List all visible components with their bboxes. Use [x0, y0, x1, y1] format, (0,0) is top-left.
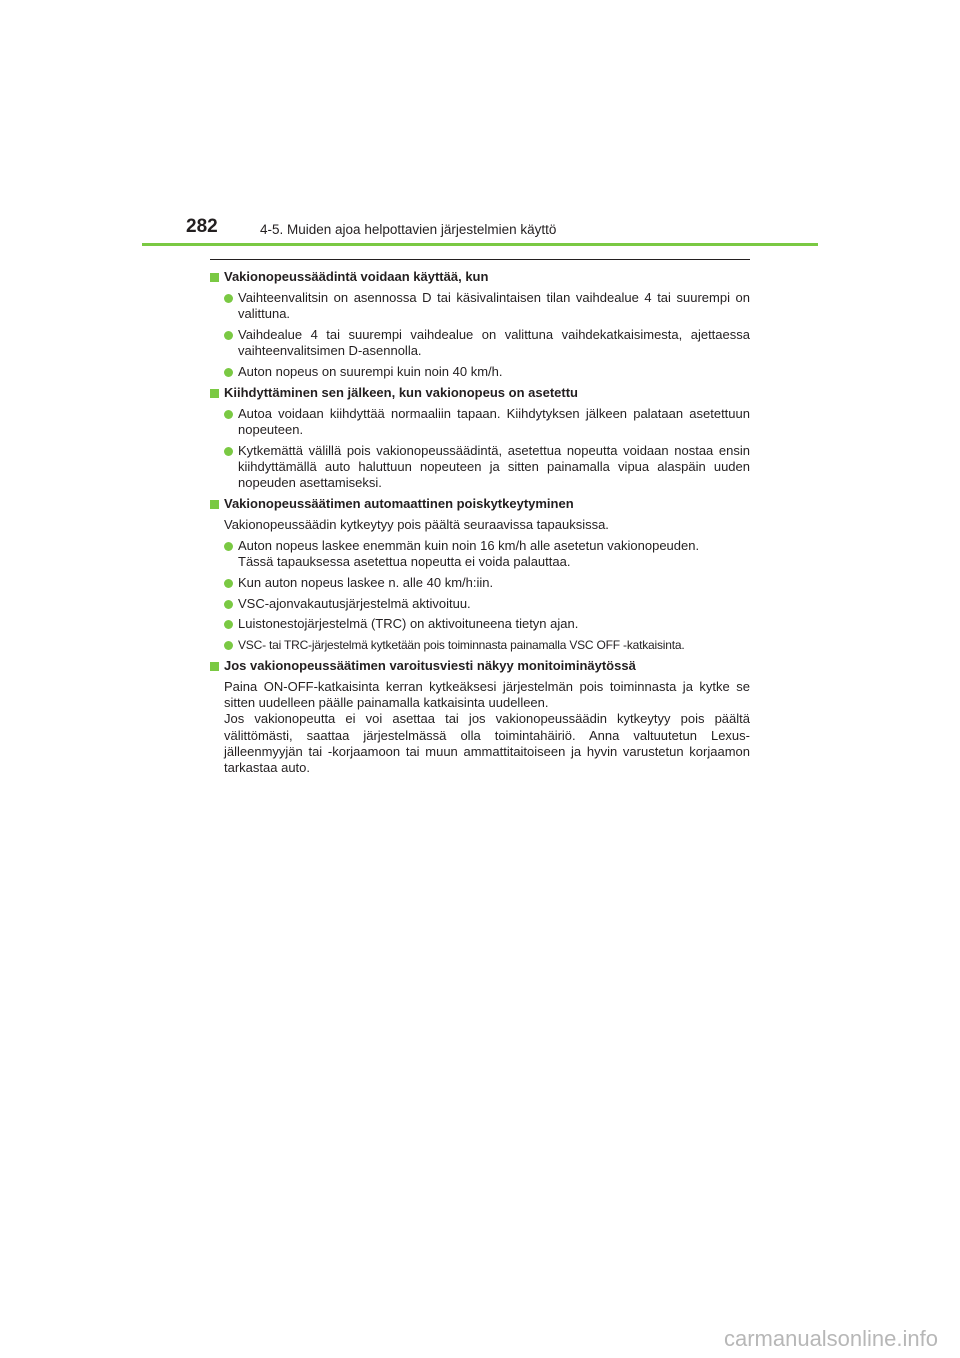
list-item: Kun auton nopeus laskee n. alle 40 km/h:iin. [210, 575, 750, 591]
section-heading: Vakionopeussäätimen automaattinen poiskytkeytyminen [210, 496, 750, 512]
dot-bullet-icon [224, 410, 233, 419]
section-paragraph: Jos vakionopeutta ei voi asettaa tai jos vakionopeussäädin kytkeytyy pois päältä välittömästi, saattaa järjestelmässä olla toimintahäiriö. Anna valtuutetun Lexus-jälleenmyyjän tai -korjaamoon tai muun ammattitaitoiseen ja hyvin varustetun korjaamon tarkastaa auto. [224, 711, 750, 776]
list-item: Kytkemättä välillä pois vakionopeussäädintä, asetettua nopeutta voidaan nostaa ensin kiihdyttämällä auto haluttuun nopeuteen ja sitten painamalla vipua alaspäin uuden nopeuden asettamiseksi. [210, 443, 750, 492]
list-item: VSC- tai TRC-järjestelmä kytketään pois toiminnasta painamalla VSC OFF -katkaisinta. [210, 637, 750, 653]
dot-bullet-icon [224, 600, 233, 609]
section-heading: Vakionopeussäädintä voidaan käyttää, kun [210, 269, 750, 285]
document-body [210, 269, 750, 781]
section-auto-cancel [210, 496, 750, 653]
list-item: Auton nopeus on suurempi kuin noin 40 km/h. [210, 364, 750, 380]
dot-bullet-icon [224, 294, 233, 303]
section-heading: Jos vakionopeussäätimen varoitusviesti näkyy monitoiminäytössä [210, 658, 750, 674]
section-paragraph: Paina ON-OFF-katkaisinta kerran kytkeäksesi järjestelmän pois toiminnasta ja kytke se sitten uudelleen päälle painamalla katkaisinta uudelleen. [224, 678, 750, 711]
section-warning-message [210, 658, 750, 777]
list-item: Vaihdealue 4 tai suurempi vaihdealue on valittuna vaihdekatkaisimesta, ajettaessa vaihteenvalitsimen D-asennolla. [210, 327, 750, 360]
page-number: 282 [186, 216, 218, 237]
section-cruise-usable [210, 269, 750, 380]
dot-bullet-icon [224, 331, 233, 340]
square-bullet-icon [210, 273, 219, 282]
watermark: carmanualsonline.info [723, 1326, 938, 1351]
list-item: Luistonestojärjestelmä (TRC) on aktivoituneena tietyn ajan. [210, 616, 750, 632]
section-intro: Vakionopeussäädin kytkeytyy pois päältä seuraavissa tapauksissa. [224, 516, 609, 532]
dot-bullet-icon [224, 542, 233, 551]
square-bullet-icon [210, 500, 219, 509]
chapter-title: 4-5. Muiden ajoa helpottavien järjestelmien käyttö [260, 222, 557, 237]
section-heading: Kiihdyttäminen sen jälkeen, kun vakionopeus on asetettu [210, 385, 750, 401]
list-item: Autoa voidaan kiihdyttää normaaliin tapaan. Kiihdytyksen jälkeen palataan asetettuun nopeuteen. [210, 406, 750, 439]
dot-bullet-icon [224, 579, 233, 588]
section-acceleration [210, 385, 750, 492]
header-rule [142, 243, 818, 246]
square-bullet-icon [210, 389, 219, 398]
list-item: Auton nopeus laskee enemmän kuin noin 16 km/h alle asetetun vakionopeuden. Tässä tapauksessa asetettua nopeutta ei voida palauttaa. [210, 538, 750, 571]
list-item: Vaihteenvalitsin on asennossa D tai käsivalintaisen tilan vaihdealue 4 tai suurempi on valittuna. [210, 290, 750, 323]
list-item: VSC-ajonvakautusjärjestelmä aktivoituu. [210, 596, 750, 612]
dot-bullet-icon [224, 641, 233, 650]
section-divider [210, 259, 750, 260]
dot-bullet-icon [224, 368, 233, 377]
page-header [186, 216, 826, 242]
square-bullet-icon [210, 662, 219, 671]
dot-bullet-icon [224, 447, 233, 456]
dot-bullet-icon [224, 620, 233, 629]
